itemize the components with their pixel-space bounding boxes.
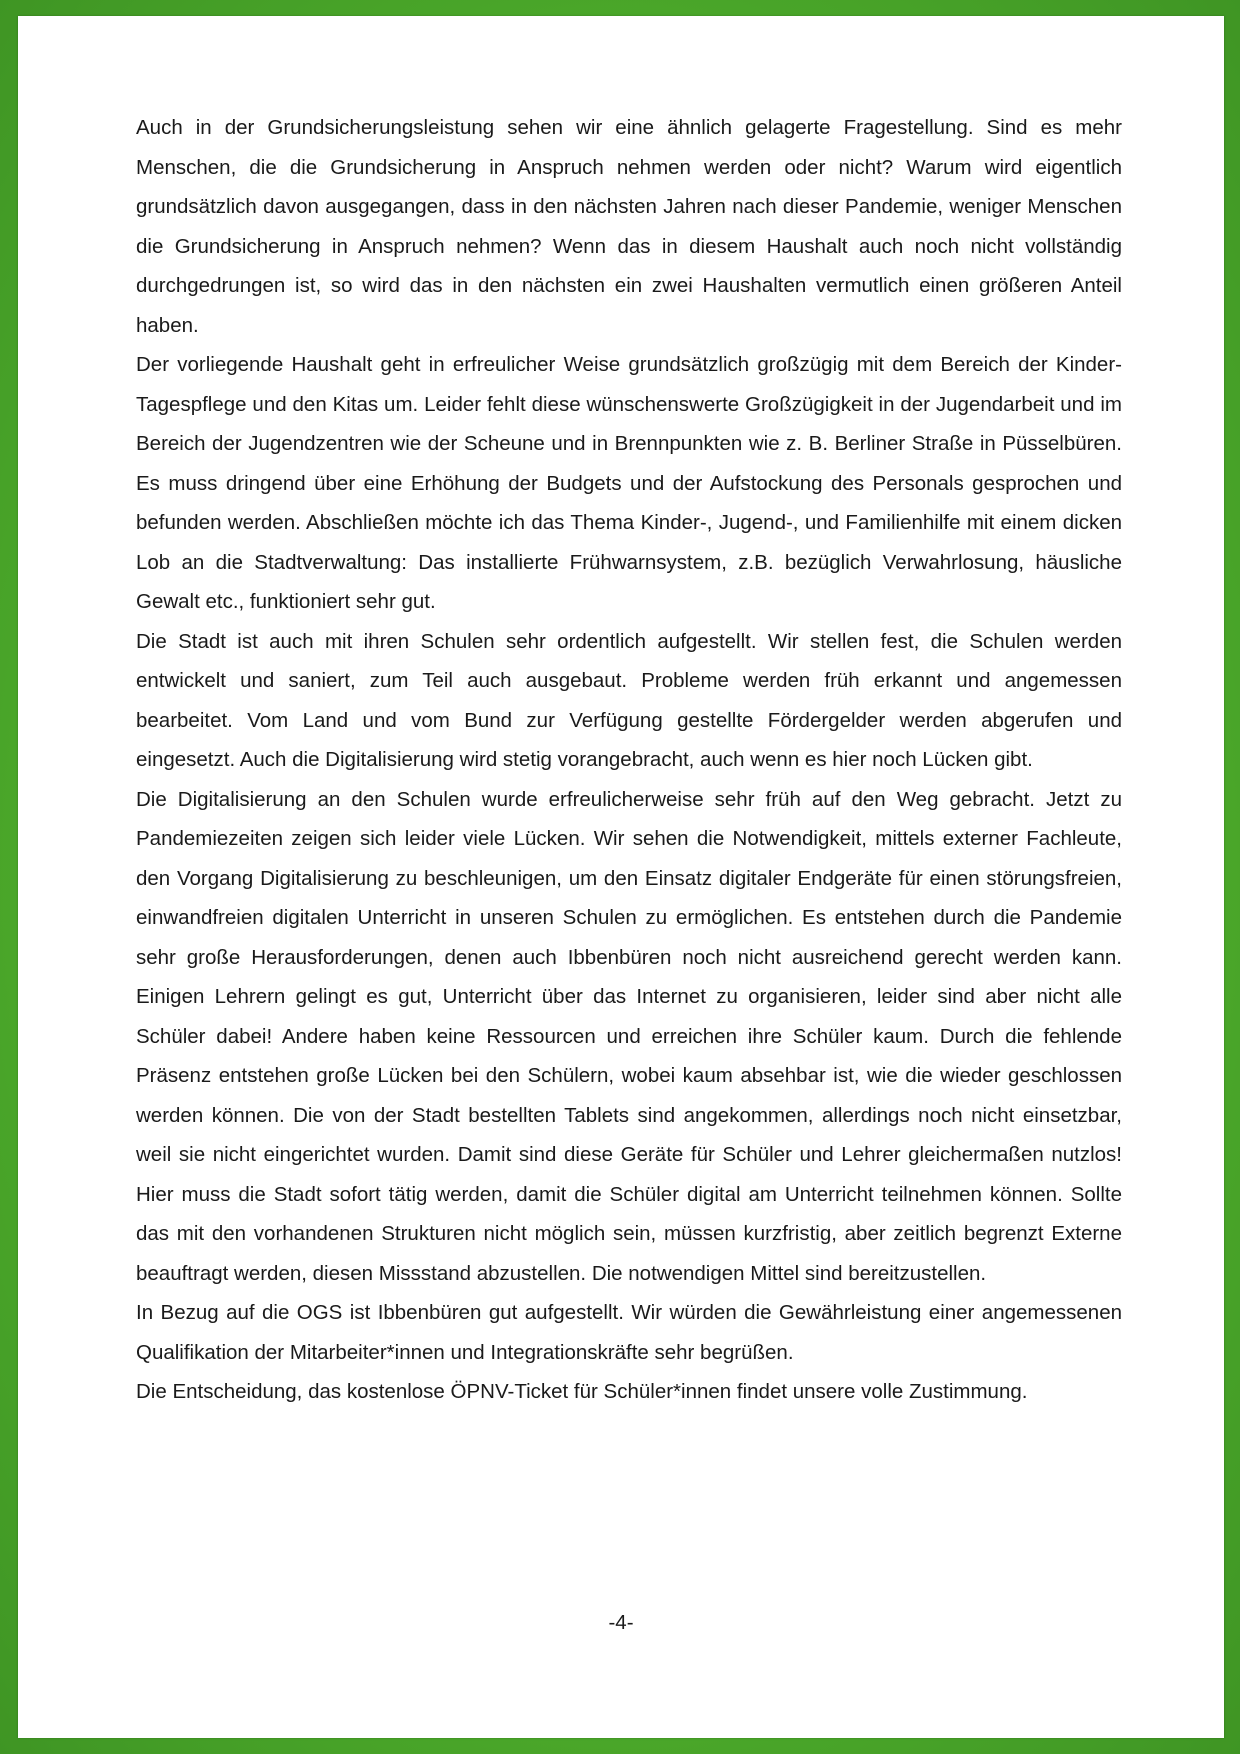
paragraph-digitalisierung: Die Digitalisierung an den Schulen wurde erfreulicherweise sehr früh auf den Weg gebracht. Jetzt zu Pandemiezeiten zeigen sich leider viele Lücken. Wir sehen die Notwendigkeit, mittels externer Fachleute, den Vorgang Digitalisierung zu beschleunigen, um den Einsatz digitaler Endgeräte für einen störungsfreien, einwandfreien digitalen Unterricht in unseren Schulen zu ermöglichen. Es entstehen durch die Pandemie sehr große Herausforderungen, denen auch Ibbenbüren noch nicht ausreichend gerecht werden kann. Einigen Lehrern gelingt es gut, Unterricht über das Internet zu organisieren, leider sind aber nicht alle Schüler dabei! Andere haben keine Ressourcen und erreichen ihre Schüler kaum. Durch die fehlende Präsenz entstehen große Lücken bei den Schülern, wobei kaum absehbar ist, wie die wieder geschlossen werden können. Die von der Stadt bestellten Tablets sind angekommen, allerdings noch nicht einsetzbar, weil sie nicht eingerichtet wurden. Damit sind diese Geräte für Schüler und Lehrer gleichermaßen nutzlos! Hier muss die Stadt sofort tätig werden, damit die Schüler digital am Unterricht teilnehmen können. Sollte das mit den vorhandenen Strukturen nicht möglich sein, müssen kurzfristig, aber zeitlich begrenzt Externe beauftragt werden, diesen Missstand abzustellen. Die notwendigen Mittel sind bereitzustellen. xyxy=(136,787,1122,1285)
paragraph-schulen: Die Stadt ist auch mit ihren Schulen sehr ordentlich aufgestellt. Wir stellen fest, die Schulen werden entwickelt und saniert, zum Teil auch ausgebaut. Probleme werden früh erkannt und angemessen bearbeitet. Vom Land und vom Bund zur Verfügung gestellte Fördergelder werden abgerufen und eingesetzt. Auch die Digitalisierung wird stetig vorangebracht, auch wenn es hier noch Lücken gibt. xyxy=(136,629,1122,771)
paragraph-oepnv-ticket: Die Entscheidung, das kostenlose ÖPNV-Ticket für Schüler*innen findet unsere volle Zustimmung. xyxy=(136,1380,1028,1403)
page-number: -4- xyxy=(608,1611,634,1634)
document-body xyxy=(136,108,1122,1412)
paragraph-ogs: In Bezug auf die OGS ist Ibbenbüren gut aufgestellt. Wir würden die Gewährleistung einer angemessenen Qualifikation der Mitarbeiter*innen und Integrationskräfte sehr begrüßen. xyxy=(136,1301,1122,1364)
document-page xyxy=(18,16,1224,1738)
paragraph-grundsicherung: Auch in der Grundsicherungsleistung sehen wir eine ähnlich gelagerte Fragestellung. Sind es mehr Menschen, die die Grundsicherung in Anspruch nehmen werden oder nicht? Warum wird eigentlich grundsätzlich davon ausgegangen, dass in den nächsten Jahren nach dieser Pandemie, weniger Menschen die Grundsicherung in Anspruch nehmen? Wenn das in diesem Haushalt auch noch nicht vollständig durchgedrungen ist, so wird das in den nächsten ein zwei Haushalten vermutlich einen größeren Anteil haben. xyxy=(136,116,1122,337)
paragraph-kinder-jugendhilfe: Der vorliegende Haushalt geht in erfreulicher Weise grundsätzlich großzügig mit dem Bereich der Kinder-Tagespflege und den Kitas um. Leider fehlt diese wünschenswerte Großzügigkeit in der Jugendarbeit und im Bereich der Jugendzentren wie der Scheune und in Brennpunkten wie z. B. Berliner Straße in Püsselbüren. Es muss dringend über eine Erhöhung der Budgets und der Aufstockung des Personals gesprochen und befunden werden. Abschließen möchte ich das Thema Kinder-, Jugend-, und Familienhilfe mit einem dicken Lob an die Stadtverwaltung: Das installierte Frühwarnsystem, z.B. bezüglich Verwahrlosung, häusliche Gewalt etc., funktioniert sehr gut. xyxy=(136,353,1122,613)
